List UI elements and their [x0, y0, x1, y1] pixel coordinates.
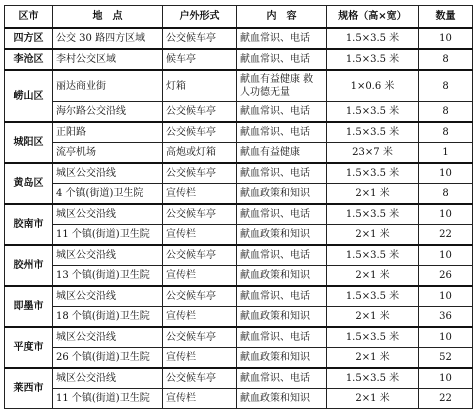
size-cell: 2×1 米 — [327, 184, 419, 205]
outdoor-ad-table-container — [4, 5, 472, 409]
size-cell: 1.5×3.5 米 — [327, 245, 419, 266]
place-cell: 公交 30 路四方区域 — [53, 28, 163, 49]
place-cell: 城区公交沿线 — [53, 327, 163, 348]
table-row — [5, 368, 473, 389]
content-cell: 献血常识、电话 — [237, 245, 327, 266]
quantity-cell: 52 — [419, 348, 473, 369]
form-cell: 宣传栏 — [163, 389, 237, 409]
table-row — [5, 327, 473, 348]
place-cell: 4 个镇(街道)卫生院 — [53, 184, 163, 205]
table-row — [5, 102, 473, 123]
size-cell: 2×1 米 — [327, 389, 419, 409]
content-cell: 献血常识、电话 — [237, 163, 327, 184]
quantity-cell: 36 — [419, 307, 473, 328]
size-cell: 1.5×3.5 米 — [327, 28, 419, 49]
quantity-cell: 8 — [419, 49, 473, 70]
place-cell: 城区公交沿线 — [53, 368, 163, 389]
table-row — [5, 245, 473, 266]
table-row — [5, 204, 473, 225]
place-cell: 流亭机场 — [53, 143, 163, 164]
quantity-cell: 8 — [419, 184, 473, 205]
content-cell: 献血常识、电话 — [237, 102, 327, 123]
table-body — [5, 28, 473, 409]
district-cell: 平度市 — [5, 327, 53, 368]
table-row — [5, 348, 473, 369]
table-row — [5, 266, 473, 287]
form-cell: 公交候车亭 — [163, 286, 237, 307]
place-cell: 11 个镇(街道)卫生院 — [53, 389, 163, 409]
quantity-cell: 8 — [419, 102, 473, 123]
place-cell: 城区公交沿线 — [53, 163, 163, 184]
district-cell: 即墨市 — [5, 286, 53, 327]
district-cell: 黄岛区 — [5, 163, 53, 204]
outdoor-ad-table — [4, 5, 473, 409]
quantity-cell: 22 — [419, 389, 473, 409]
size-cell: 2×1 米 — [327, 266, 419, 287]
table-header-row — [5, 6, 473, 29]
district-cell: 崂山区 — [5, 70, 53, 122]
district-cell: 胶州市 — [5, 245, 53, 286]
size-cell: 1.5×3.5 米 — [327, 204, 419, 225]
form-cell: 公交候车亭 — [163, 368, 237, 389]
quantity-cell: 10 — [419, 368, 473, 389]
form-cell: 公交候车亭 — [163, 102, 237, 123]
table-row — [5, 49, 473, 70]
column-header-district: 区市 — [5, 6, 53, 29]
quantity-cell: 8 — [419, 122, 473, 143]
quantity-cell: 10 — [419, 327, 473, 348]
size-cell: 1.5×3.5 米 — [327, 163, 419, 184]
size-cell: 2×1 米 — [327, 307, 419, 328]
content-cell: 献血有益健康 — [237, 143, 327, 164]
quantity-cell: 10 — [419, 163, 473, 184]
form-cell: 公交候车亭 — [163, 163, 237, 184]
form-cell: 公交候车亭 — [163, 122, 237, 143]
size-cell: 1.5×3.5 米 — [327, 49, 419, 70]
column-header-place: 地 点 — [53, 6, 163, 29]
form-cell: 宣传栏 — [163, 266, 237, 287]
form-cell: 公交候车亭 — [163, 204, 237, 225]
size-cell: 2×1 米 — [327, 348, 419, 369]
form-cell: 候车亭 — [163, 49, 237, 70]
table-row — [5, 307, 473, 328]
place-cell: 城区公交沿线 — [53, 286, 163, 307]
form-cell: 公交候车亭 — [163, 28, 237, 49]
content-cell: 献血常识、电话 — [237, 49, 327, 70]
column-header-size: 规格（高×宽） — [327, 6, 419, 29]
district-cell: 莱西市 — [5, 368, 53, 409]
column-header-form: 户外形式 — [163, 6, 237, 29]
form-cell: 宣传栏 — [163, 307, 237, 328]
table-row — [5, 143, 473, 164]
content-cell: 献血常识、电话 — [237, 286, 327, 307]
quantity-cell: 10 — [419, 286, 473, 307]
content-cell: 献血政策和知识 — [237, 225, 327, 246]
form-cell: 宣传栏 — [163, 225, 237, 246]
form-cell: 高炮或灯箱 — [163, 143, 237, 164]
size-cell: 1.5×3.5 米 — [327, 102, 419, 123]
content-cell: 献血政策和知识 — [237, 389, 327, 409]
quantity-cell: 22 — [419, 225, 473, 246]
place-cell: 李村公交区域 — [53, 49, 163, 70]
size-cell: 1.5×3.5 米 — [327, 368, 419, 389]
column-header-quantity: 数量 — [419, 6, 473, 29]
content-cell: 献血政策和知识 — [237, 184, 327, 205]
place-cell: 正阳路 — [53, 122, 163, 143]
place-cell: 城区公交沿线 — [53, 204, 163, 225]
place-cell: 26 个镇(街道)卫生院 — [53, 348, 163, 369]
size-cell: 23×7 米 — [327, 143, 419, 164]
place-cell: 13 个镇(街道)卫生院 — [53, 266, 163, 287]
content-cell: 献血常识、电话 — [237, 28, 327, 49]
content-cell: 献血政策和知识 — [237, 348, 327, 369]
table-row — [5, 163, 473, 184]
form-cell: 灯箱 — [163, 70, 237, 102]
quantity-cell: 8 — [419, 70, 473, 102]
form-cell: 宣传栏 — [163, 184, 237, 205]
place-cell: 18 个镇(街道)卫生院 — [53, 307, 163, 328]
place-cell: 海尔路公交沿线 — [53, 102, 163, 123]
content-cell: 献血常识、电话 — [237, 327, 327, 348]
form-cell: 公交候车亭 — [163, 327, 237, 348]
content-cell: 献血政策和知识 — [237, 307, 327, 328]
size-cell: 2×1 米 — [327, 225, 419, 246]
place-cell: 丽达商业街 — [53, 70, 163, 102]
column-header-content: 内 容 — [237, 6, 327, 29]
content-cell: 献血常识、电话 — [237, 122, 327, 143]
district-cell: 城阳区 — [5, 122, 53, 163]
size-cell: 1.5×3.5 米 — [327, 327, 419, 348]
district-cell: 李沧区 — [5, 49, 53, 70]
content-cell: 献血常识、电话 — [237, 204, 327, 225]
table-row — [5, 122, 473, 143]
size-cell: 1×0.6 米 — [327, 70, 419, 102]
district-cell: 四方区 — [5, 28, 53, 49]
form-cell: 宣传栏 — [163, 348, 237, 369]
district-cell: 胶南市 — [5, 204, 53, 245]
table-row — [5, 70, 473, 102]
content-cell: 献血常识、电话 — [237, 368, 327, 389]
table-row — [5, 184, 473, 205]
quantity-cell: 10 — [419, 204, 473, 225]
table-row — [5, 389, 473, 409]
content-cell: 献血有益健康 救人功德无量 — [237, 70, 327, 102]
quantity-cell: 1 — [419, 143, 473, 164]
content-cell: 献血政策和知识 — [237, 266, 327, 287]
size-cell: 1.5×3.5 米 — [327, 286, 419, 307]
quantity-cell: 10 — [419, 28, 473, 49]
quantity-cell: 10 — [419, 245, 473, 266]
quantity-cell: 26 — [419, 266, 473, 287]
place-cell: 城区公交沿线 — [53, 245, 163, 266]
size-cell: 1.5×3.5 米 — [327, 122, 419, 143]
table-row — [5, 286, 473, 307]
table-row — [5, 225, 473, 246]
place-cell: 11 个镇(街道)卫生院 — [53, 225, 163, 246]
table-row — [5, 28, 473, 49]
form-cell: 公交候车亭 — [163, 245, 237, 266]
